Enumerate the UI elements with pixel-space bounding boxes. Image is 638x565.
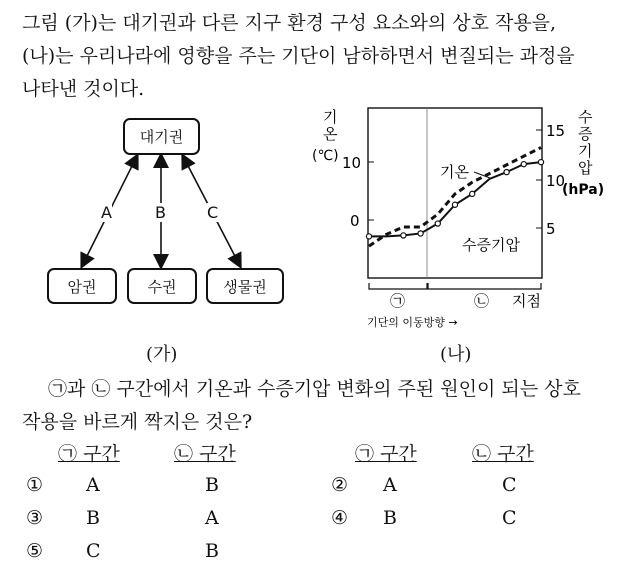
left-tick-label-10: 10 <box>342 154 362 172</box>
vapor-point <box>538 160 543 165</box>
option-a: A <box>86 474 100 496</box>
left-axis-char-1: 기 <box>323 108 338 126</box>
option-b: C <box>502 474 517 496</box>
option-b: B <box>205 474 219 496</box>
box-atmosphere: 대기권 <box>123 118 200 155</box>
right-axis-char-4: 압 <box>578 159 593 177</box>
vapor-point <box>470 191 475 196</box>
right-axis-char-1: 수 <box>578 108 593 126</box>
label-c: C <box>207 203 219 222</box>
right-axis-unit: (hPa) <box>562 182 605 198</box>
option-a: B <box>86 507 100 529</box>
vapor-point <box>401 233 406 238</box>
box-biosphere: 생물권 <box>206 268 284 304</box>
prompt-line-2: 작용을 바르게 짝지은 것은? <box>22 411 253 433</box>
left-axis-char-2: 온 <box>323 125 338 143</box>
vapor-point <box>504 169 509 174</box>
x-caption: 기단의 이동방향 → <box>367 316 458 329</box>
option-number: ① <box>26 474 44 496</box>
option-b: C <box>502 507 517 529</box>
bracket-2 <box>428 283 541 289</box>
option-number: ③ <box>26 507 44 529</box>
caption-na: (나) <box>440 344 472 365</box>
option-a: C <box>86 540 101 562</box>
x-end-label: 지점 <box>512 292 541 310</box>
vapor-point <box>521 162 526 167</box>
header-col2-right: ㉡ 구간 <box>472 443 534 465</box>
left-tick-label-0: 0 <box>350 212 360 230</box>
question-line-1: 그림 (가)는 대기권과 다른 지구 환경 구성 요소와의 상호 작용을, <box>22 12 557 34</box>
label-b: B <box>155 203 166 222</box>
question-line-2: (나)는 우리나라에 영향을 주는 기단이 남하하면서 변질되는 과정을 <box>22 45 575 67</box>
box-hydrosphere: 수권 <box>127 268 197 304</box>
option-a: A <box>383 474 397 496</box>
vapor-point <box>435 221 440 226</box>
option-number: ④ <box>331 507 349 529</box>
header-col1-left: ㉠ 구간 <box>58 443 120 465</box>
section-label-2: ㉡ <box>474 292 490 310</box>
vapor-point <box>452 202 457 207</box>
series-label-vapor: 수증기압 <box>462 236 520 254</box>
option-b: A <box>205 507 219 529</box>
section-label-1: ㉠ <box>390 292 406 310</box>
vapor-point <box>366 234 371 239</box>
option-b: B <box>205 540 219 562</box>
right-axis-char-3: 기 <box>578 142 593 160</box>
caption-ga: (가) <box>146 344 178 365</box>
right-tick-label-5: 5 <box>546 220 556 238</box>
option-a: B <box>383 507 397 529</box>
option-number: ⑤ <box>26 540 44 562</box>
left-axis-unit: (℃) <box>312 148 339 164</box>
right-tick-label-10: 10 <box>546 172 566 190</box>
box-geosphere: 암권 <box>47 268 117 304</box>
prompt-line-1: ㉠과 ㉡ 구간에서 기온과 수증기압 변화의 주된 원인이 되는 상호 <box>48 378 581 400</box>
header-col2-left: ㉡ 구간 <box>174 443 236 465</box>
label-a: A <box>101 203 112 222</box>
option-number: ② <box>331 474 349 496</box>
bracket-1 <box>369 283 427 289</box>
series-label-temp: 기온 <box>440 163 469 181</box>
right-axis-char-2: 증 <box>578 125 593 143</box>
vapor-point <box>418 231 423 236</box>
header-col1-right: ㉠ 구간 <box>355 443 417 465</box>
right-tick-label-15: 15 <box>546 122 566 140</box>
question-line-3: 나타낸 것이다. <box>22 78 145 100</box>
